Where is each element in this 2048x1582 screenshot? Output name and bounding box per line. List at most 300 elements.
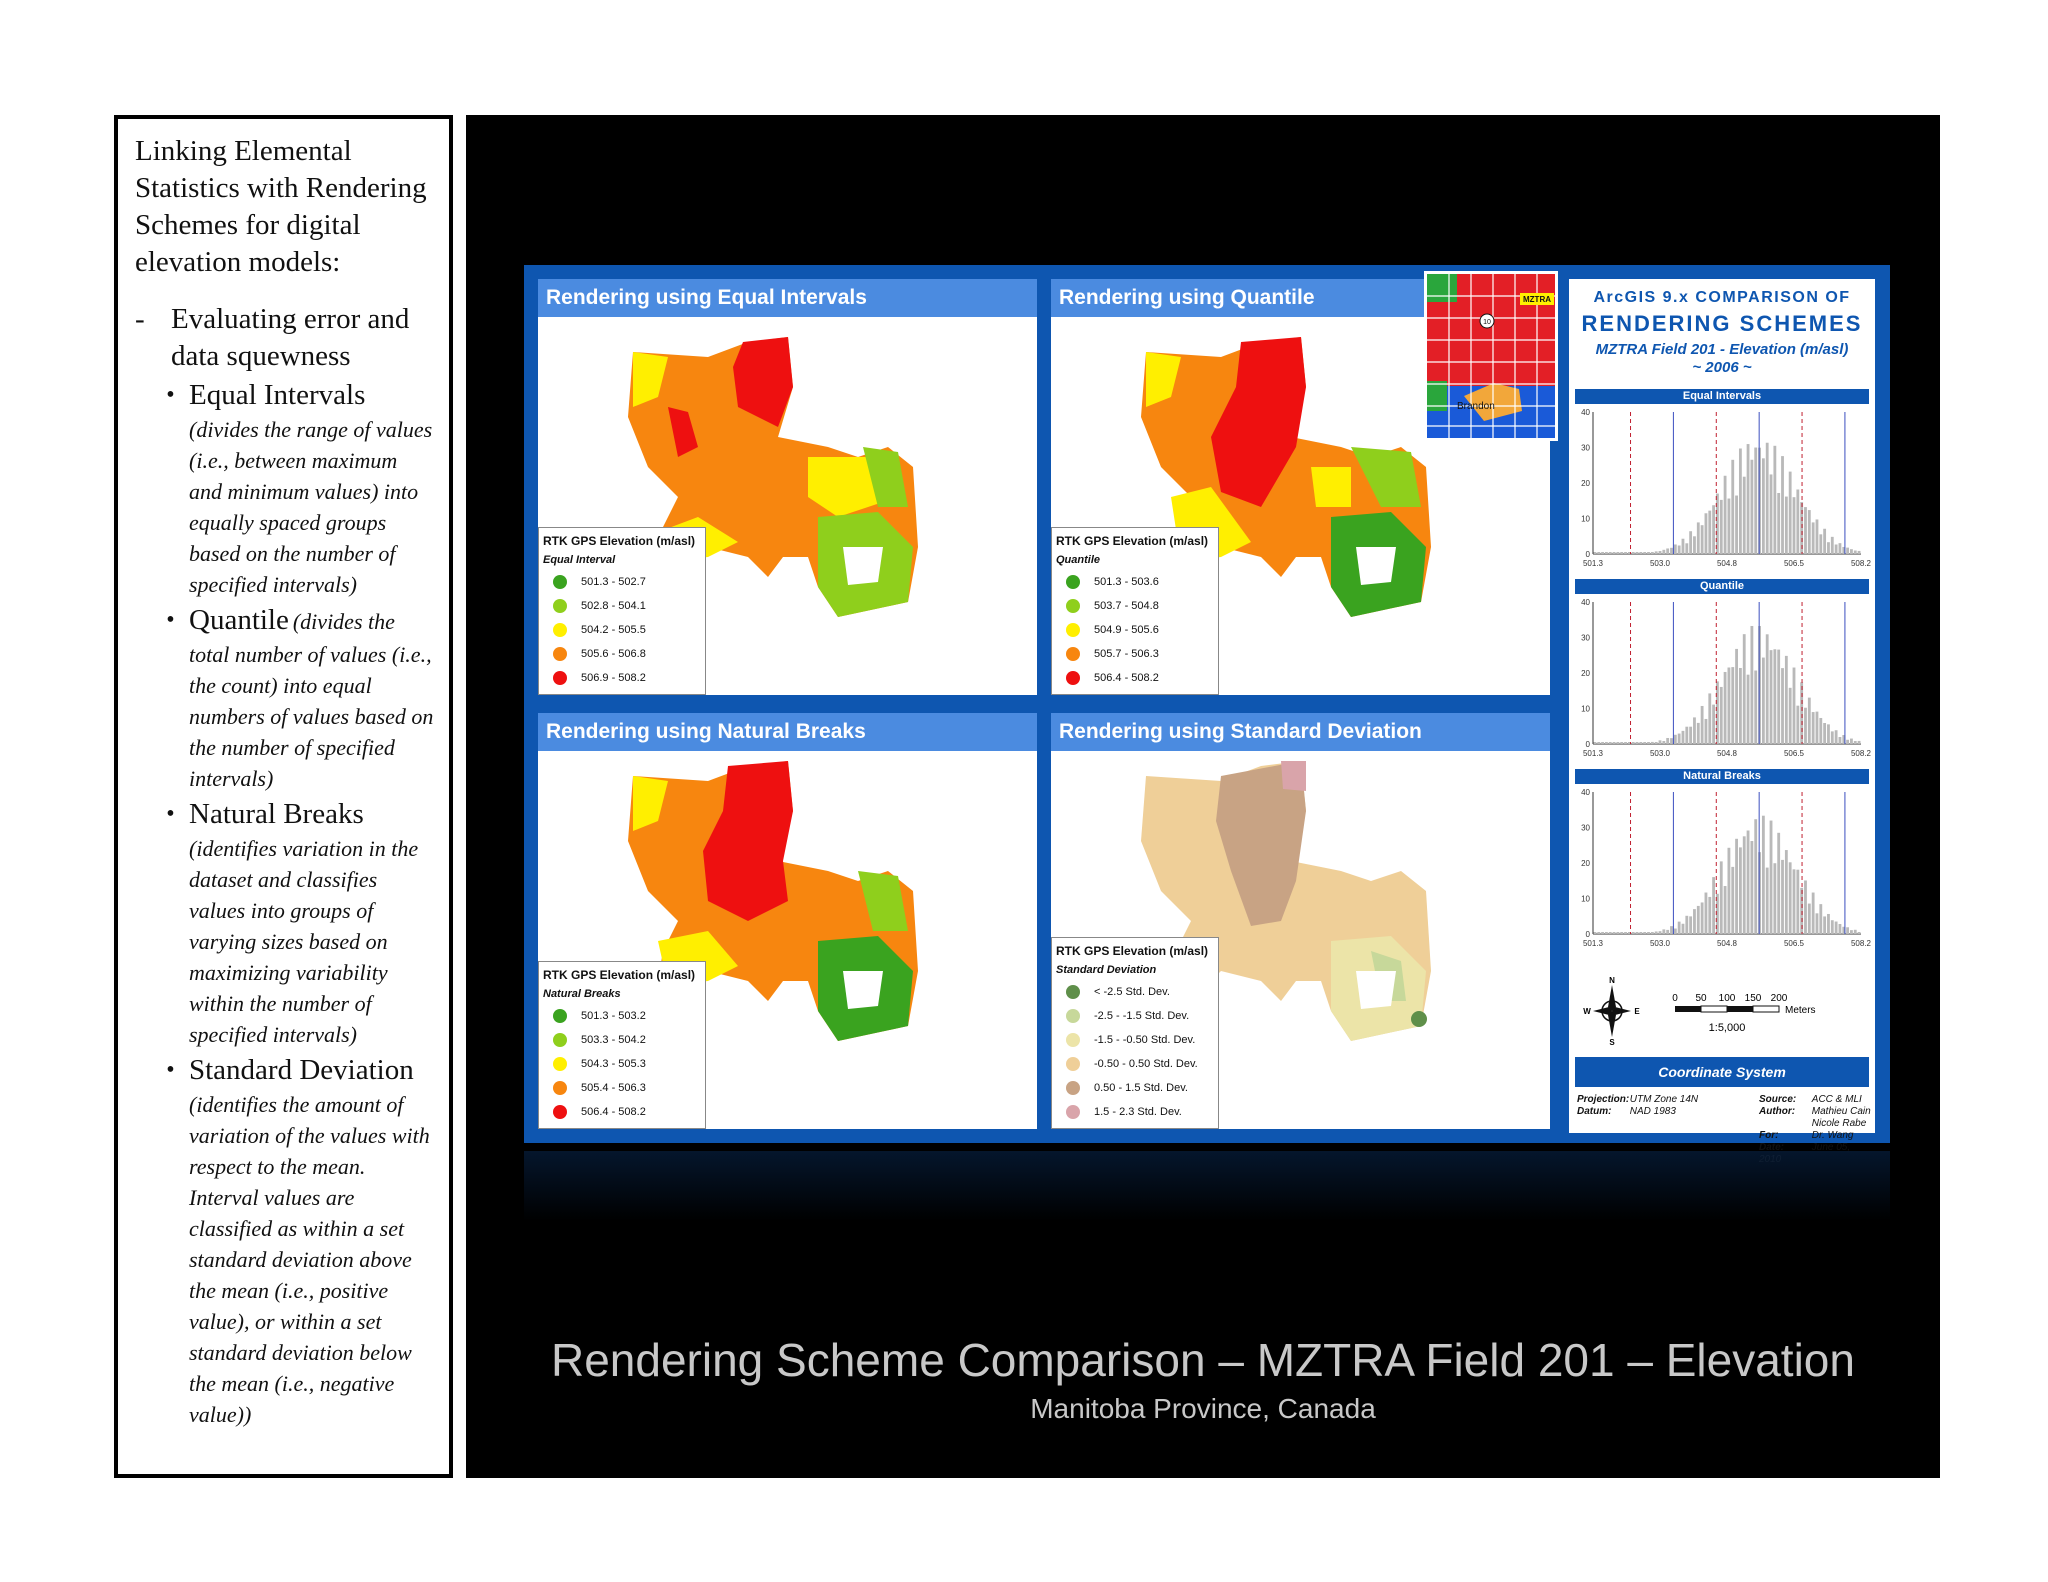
legend-swatch bbox=[1066, 599, 1080, 613]
meta-row bbox=[1759, 1118, 1875, 1130]
y-tick-label: 20 bbox=[1581, 859, 1590, 868]
legend-row bbox=[543, 1076, 695, 1100]
histogram-bar bbox=[1858, 741, 1861, 744]
histogram-bar bbox=[1605, 932, 1608, 934]
histogram-bar bbox=[1613, 932, 1616, 934]
map-legend bbox=[1051, 937, 1219, 1129]
histogram-bar bbox=[1739, 668, 1742, 744]
legend-label: < -2.5 Std. Dev. bbox=[1094, 986, 1170, 998]
slide bbox=[466, 115, 1940, 1478]
histogram-bar bbox=[1666, 738, 1669, 744]
histogram-bar bbox=[1735, 496, 1738, 554]
legend-label: 503.7 - 504.8 bbox=[1094, 600, 1159, 612]
legend-row bbox=[1056, 570, 1208, 594]
histogram-bar bbox=[1728, 668, 1731, 744]
legend-label: 506.9 - 508.2 bbox=[581, 672, 646, 684]
histogram-bar bbox=[1620, 742, 1623, 744]
x-tick-label: 506.5 bbox=[1783, 939, 1805, 948]
histogram-header: Natural Breaks bbox=[1575, 769, 1869, 784]
histogram-bar bbox=[1639, 742, 1642, 744]
histogram-bar bbox=[1789, 862, 1792, 934]
histogram-bar bbox=[1850, 930, 1853, 934]
legend-row bbox=[543, 642, 695, 666]
legend-label: 506.4 - 508.2 bbox=[581, 1106, 646, 1118]
histogram-bar bbox=[1674, 735, 1677, 744]
histogram-bar bbox=[1651, 932, 1654, 934]
histogram-bar bbox=[1705, 513, 1708, 554]
legend-row bbox=[1056, 642, 1208, 666]
histogram-bar bbox=[1693, 909, 1696, 934]
y-tick-label: 30 bbox=[1581, 633, 1590, 643]
histogram-bar bbox=[1846, 740, 1849, 744]
legend-swatch bbox=[1066, 985, 1080, 999]
legend-swatch bbox=[553, 575, 567, 589]
x-tick-label: 501.3 bbox=[1582, 559, 1604, 568]
histogram-bar bbox=[1647, 932, 1650, 934]
histogram-bar bbox=[1697, 906, 1700, 934]
histogram-bar bbox=[1670, 548, 1673, 554]
histogram-bar bbox=[1613, 742, 1616, 744]
map-header: Rendering using Natural Breaks bbox=[538, 713, 1037, 751]
meta-value: Mathieu Cain bbox=[1811, 1106, 1871, 1117]
scheme-name: Quantile bbox=[189, 604, 289, 636]
histogram-bar bbox=[1804, 880, 1807, 934]
histogram-bar bbox=[1835, 730, 1838, 744]
scale-ratio: 1:5,000 bbox=[1708, 1022, 1746, 1034]
histogram-bar bbox=[1823, 723, 1826, 744]
scale-tick: 0 bbox=[1672, 993, 1678, 1004]
histogram-bar bbox=[1647, 552, 1650, 554]
histogram-bar bbox=[1789, 688, 1792, 744]
histogram-bar bbox=[1720, 687, 1723, 744]
histogram-quantile bbox=[1575, 579, 1872, 767]
legend-row bbox=[1056, 666, 1208, 690]
histogram-bar bbox=[1662, 550, 1665, 554]
histogram-bar bbox=[1789, 472, 1792, 554]
histogram-bar bbox=[1846, 927, 1849, 934]
list-item bbox=[135, 1052, 435, 1430]
histogram-bar bbox=[1793, 497, 1796, 554]
legend-label: 504.2 - 505.5 bbox=[581, 624, 646, 636]
histogram-bar bbox=[1632, 552, 1635, 554]
legend-row bbox=[1056, 1052, 1208, 1076]
histogram-bar bbox=[1670, 926, 1673, 934]
histogram-bar bbox=[1781, 456, 1784, 554]
histogram-bar bbox=[1800, 682, 1803, 744]
histogram-bar bbox=[1655, 931, 1658, 934]
panel-title: Linking Elemental Statistics with Rendering Schemes for digital elevation models: bbox=[135, 135, 427, 278]
histogram-bar bbox=[1770, 650, 1773, 744]
legend-swatch bbox=[553, 1081, 567, 1095]
histogram-bar bbox=[1674, 544, 1677, 554]
histogram-bar bbox=[1793, 668, 1796, 744]
histogram-bar bbox=[1754, 671, 1757, 744]
map-standard-deviation bbox=[1051, 713, 1550, 1129]
scale-tick: 200 bbox=[1770, 993, 1788, 1004]
histogram-bar bbox=[1724, 672, 1727, 744]
histogram-bar bbox=[1819, 904, 1822, 934]
meta-key: For: bbox=[1759, 1130, 1779, 1141]
histogram-bar bbox=[1750, 841, 1753, 934]
histogram-bar bbox=[1747, 675, 1750, 744]
histogram-bar bbox=[1632, 742, 1635, 744]
dash-item bbox=[135, 301, 435, 375]
meta-left bbox=[1577, 1094, 1698, 1118]
histogram-bar bbox=[1705, 719, 1708, 744]
meta-row bbox=[1759, 1094, 1875, 1106]
histogram-bar bbox=[1601, 932, 1604, 934]
bullet: • bbox=[166, 607, 175, 633]
map-legend bbox=[538, 961, 706, 1129]
legend-row bbox=[543, 570, 695, 594]
y-tick-label: 40 bbox=[1581, 788, 1590, 797]
legend-row bbox=[1056, 980, 1208, 1004]
y-tick-label: 0 bbox=[1585, 740, 1590, 749]
map-legend bbox=[538, 527, 706, 695]
histogram-bar bbox=[1659, 931, 1662, 934]
scheme-desc: (divides the range of values (i.e., between maximum and minimum values) into equally spaced groups based on the number of specified intervals) bbox=[189, 417, 433, 597]
histogram-bar bbox=[1639, 552, 1642, 554]
histogram-bar bbox=[1724, 886, 1727, 934]
legend-swatch bbox=[553, 1105, 567, 1119]
x-tick-label: 506.5 bbox=[1783, 559, 1805, 568]
histogram-bar bbox=[1846, 548, 1849, 554]
histogram-bar bbox=[1773, 446, 1776, 554]
histogram-bar bbox=[1823, 529, 1826, 554]
histogram-bar bbox=[1785, 656, 1788, 744]
histogram-bar bbox=[1708, 897, 1711, 934]
bullet: • bbox=[166, 1057, 175, 1083]
histogram-bar bbox=[1632, 932, 1635, 934]
histogram-bar bbox=[1616, 552, 1619, 554]
histogram-bar bbox=[1835, 922, 1838, 934]
histogram bbox=[1575, 404, 1872, 577]
histogram-bar bbox=[1781, 860, 1784, 934]
histogram-bar bbox=[1594, 742, 1597, 744]
histogram-bar bbox=[1850, 549, 1853, 554]
compass-icon bbox=[1583, 975, 1641, 1045]
histogram-bar bbox=[1839, 543, 1842, 554]
legend-title: RTK GPS Elevation (m/asl) bbox=[543, 968, 696, 982]
x-tick-label: 501.3 bbox=[1582, 939, 1604, 948]
legend-label: 505.4 - 506.3 bbox=[581, 1082, 646, 1094]
histogram-bar bbox=[1785, 850, 1788, 934]
histogram-bar bbox=[1613, 552, 1616, 554]
legend-swatch bbox=[553, 599, 567, 613]
x-tick-label: 506.5 bbox=[1783, 749, 1805, 758]
legend-swatch bbox=[1066, 1081, 1080, 1095]
y-tick-label: 0 bbox=[1585, 550, 1590, 559]
histogram-bar bbox=[1804, 507, 1807, 554]
y-tick-label: 40 bbox=[1581, 598, 1590, 607]
histogram-bar bbox=[1685, 916, 1688, 934]
y-tick-label: 20 bbox=[1581, 669, 1590, 678]
meta-row bbox=[1759, 1106, 1875, 1118]
legend-label: -0.50 - 0.50 Std. Dev. bbox=[1094, 1058, 1198, 1070]
histogram-bar bbox=[1674, 929, 1677, 934]
histogram-bar bbox=[1670, 738, 1673, 744]
histogram-bar bbox=[1808, 904, 1811, 934]
histogram-bar bbox=[1597, 742, 1600, 744]
histogram-bar bbox=[1609, 742, 1612, 744]
scale-tick: 100 bbox=[1718, 993, 1736, 1004]
histogram-bar bbox=[1624, 742, 1627, 744]
histogram-bar bbox=[1770, 474, 1773, 554]
histogram-bar bbox=[1605, 552, 1608, 554]
histogram-bar bbox=[1712, 877, 1715, 934]
histogram-bar bbox=[1812, 712, 1815, 744]
histogram-bar bbox=[1643, 742, 1646, 744]
histogram-bar bbox=[1827, 542, 1830, 554]
legend-row bbox=[543, 1052, 695, 1076]
compass-e: E bbox=[1634, 1007, 1640, 1016]
scheme-desc: (identifies the amount of variation of the values with respect to the mean. Interval values are classified as within a set standard deviation above the mean (i.e., positive value), or within a set standard deviation below the mean (i.e., negative value)) bbox=[189, 1092, 430, 1427]
histogram-bar bbox=[1597, 932, 1600, 934]
histogram-bar bbox=[1616, 742, 1619, 744]
histogram-bar bbox=[1766, 443, 1769, 554]
histogram-bar bbox=[1720, 500, 1723, 554]
scheme-list bbox=[135, 377, 435, 1430]
histogram-bar bbox=[1831, 731, 1834, 744]
histogram-bar bbox=[1754, 448, 1757, 554]
legend-swatch bbox=[553, 1057, 567, 1071]
list-item bbox=[135, 796, 435, 1050]
histogram-bar bbox=[1594, 932, 1597, 934]
map-header: Rendering using Standard Deviation bbox=[1051, 713, 1550, 751]
legend-swatch bbox=[1066, 671, 1080, 685]
x-tick-label: 508.2 bbox=[1850, 749, 1872, 758]
histogram-bar bbox=[1636, 552, 1639, 554]
histogram-bar bbox=[1777, 833, 1780, 934]
histogram-bar bbox=[1743, 836, 1746, 934]
histogram-bar bbox=[1701, 902, 1704, 934]
histogram-bar bbox=[1643, 932, 1646, 934]
inset-city: Brandon bbox=[1457, 401, 1495, 412]
scheme-name: Equal Intervals bbox=[189, 379, 366, 411]
histogram-bar bbox=[1659, 740, 1662, 744]
legend-subtitle: Quantile bbox=[1056, 554, 1101, 566]
histogram-bar bbox=[1697, 522, 1700, 554]
legend-title: RTK GPS Elevation (m/asl) bbox=[543, 534, 696, 548]
legend-row bbox=[1056, 594, 1208, 618]
legend-label: 0.50 - 1.5 Std. Dev. bbox=[1094, 1082, 1188, 1094]
map-equal-intervals bbox=[538, 279, 1037, 695]
histogram-bar bbox=[1685, 727, 1688, 744]
legend-title: RTK GPS Elevation (m/asl) bbox=[1056, 944, 1209, 958]
legend-row bbox=[543, 1028, 695, 1052]
legend-label: 506.4 - 508.2 bbox=[1094, 672, 1159, 684]
x-tick-label: 501.3 bbox=[1582, 749, 1604, 758]
histogram-bar bbox=[1773, 649, 1776, 744]
legend-swatch bbox=[1066, 1105, 1080, 1119]
histogram-bar bbox=[1766, 868, 1769, 934]
histogram-bar bbox=[1636, 932, 1639, 934]
histogram-bar bbox=[1716, 681, 1719, 744]
histogram-bar bbox=[1689, 531, 1692, 554]
histogram-bar bbox=[1773, 863, 1776, 934]
legend-swatch bbox=[1066, 647, 1080, 661]
histogram-bar bbox=[1816, 712, 1819, 744]
histogram-bar bbox=[1796, 706, 1799, 744]
panel-title-1: ArcGIS 9.x COMPARISON OF bbox=[1593, 289, 1851, 306]
histogram-bar bbox=[1750, 626, 1753, 744]
histogram-bar bbox=[1816, 913, 1819, 934]
y-tick-label: 10 bbox=[1581, 704, 1590, 714]
legend-swatch bbox=[1066, 1033, 1080, 1047]
histogram-bar bbox=[1827, 724, 1830, 744]
y-tick-label: 0 bbox=[1585, 930, 1590, 939]
histogram-bar bbox=[1819, 534, 1822, 554]
histogram-bar bbox=[1609, 932, 1612, 934]
histogram-bar bbox=[1731, 460, 1734, 554]
histogram-header: Quantile bbox=[1575, 579, 1869, 594]
histogram-bar bbox=[1655, 551, 1658, 554]
histogram-bar bbox=[1655, 742, 1658, 744]
histogram-bar bbox=[1735, 839, 1738, 934]
histogram-bar bbox=[1735, 649, 1738, 744]
histogram-bar bbox=[1781, 668, 1784, 744]
histogram-bar bbox=[1705, 893, 1708, 934]
meta-value: UTM Zone 14N bbox=[1629, 1094, 1699, 1105]
slide-title: Rendering Scheme Comparison – MZTRA Field 201 – Elevation bbox=[551, 1334, 1855, 1386]
histogram-header: Equal Intervals bbox=[1575, 389, 1869, 404]
histogram-bar bbox=[1728, 848, 1731, 934]
histogram-bar bbox=[1678, 922, 1681, 934]
histogram-bar bbox=[1662, 741, 1665, 744]
legend-label: 501.3 - 502.7 bbox=[581, 576, 646, 588]
histogram-bar bbox=[1731, 667, 1734, 744]
legend-swatch bbox=[1066, 623, 1080, 637]
legend-row bbox=[1056, 1004, 1208, 1028]
route-shield: 10 bbox=[1483, 319, 1491, 326]
histogram-bar bbox=[1643, 552, 1646, 554]
compass-w: W bbox=[1583, 1007, 1591, 1016]
legend-label: 502.8 - 504.1 bbox=[581, 600, 646, 612]
histogram-bar bbox=[1720, 861, 1723, 934]
legend-swatch bbox=[553, 647, 567, 661]
legend-row bbox=[1056, 1100, 1208, 1124]
y-tick-label: 10 bbox=[1581, 894, 1590, 904]
dash-item-text: Evaluating error and data squewness bbox=[171, 303, 410, 372]
legend-label: 1.5 - 2.3 Std. Dev. bbox=[1094, 1106, 1182, 1118]
map-header: Rendering using Quantile bbox=[1051, 279, 1550, 317]
legend-subtitle: Equal Interval bbox=[543, 554, 616, 566]
histogram-bar bbox=[1601, 742, 1604, 744]
histogram-natural-breaks bbox=[1575, 769, 1872, 957]
scheme-desc: (identifies variation in the dataset and classifies values into groups of varying sizes based on maximizing variability within the number of specified intervals) bbox=[189, 836, 419, 1047]
inset-map bbox=[1424, 271, 1558, 441]
poster-reflection bbox=[524, 1151, 1890, 1221]
meta-key: Source: bbox=[1759, 1094, 1797, 1105]
histogram-bar bbox=[1823, 916, 1826, 934]
meta-value: ACC & MLI bbox=[1811, 1094, 1862, 1105]
histogram-bar bbox=[1839, 737, 1842, 744]
legend-row bbox=[543, 594, 695, 618]
panel-title-3: MZTRA Field 201 - Elevation (m/asl) bbox=[1595, 341, 1849, 358]
histogram-bar bbox=[1678, 734, 1681, 744]
legend-swatch bbox=[553, 623, 567, 637]
scale-bar bbox=[1669, 991, 1869, 1041]
meta-key: Author: bbox=[1759, 1106, 1796, 1117]
histogram bbox=[1575, 784, 1872, 957]
meta-value: Dr. Wang bbox=[1811, 1130, 1854, 1141]
histogram-bar bbox=[1770, 821, 1773, 934]
legend-label: 503.3 - 504.2 bbox=[581, 1034, 646, 1046]
legend-row bbox=[1056, 1076, 1208, 1100]
histogram-bar bbox=[1793, 869, 1796, 934]
legend-label: 501.3 - 503.2 bbox=[581, 1010, 646, 1022]
histogram-bar bbox=[1766, 634, 1769, 744]
histogram-bar bbox=[1701, 706, 1704, 744]
histogram-bar bbox=[1808, 510, 1811, 554]
meta-value: NAD 1983 bbox=[1629, 1106, 1676, 1117]
histogram-bar bbox=[1816, 519, 1819, 554]
histogram-bar bbox=[1812, 522, 1815, 554]
legend-title: RTK GPS Elevation (m/asl) bbox=[1056, 534, 1209, 548]
histogram-bar bbox=[1685, 543, 1688, 554]
x-tick-label: 508.2 bbox=[1850, 559, 1872, 568]
bullet: • bbox=[166, 382, 175, 408]
legend-row bbox=[543, 666, 695, 690]
legend-label: 501.3 - 503.6 bbox=[1094, 576, 1159, 588]
histogram-bar bbox=[1739, 847, 1742, 934]
meta-key: Projection: bbox=[1577, 1094, 1630, 1105]
legend-row bbox=[1056, 1028, 1208, 1052]
meta-key: Datum: bbox=[1577, 1106, 1612, 1117]
y-tick-label: 30 bbox=[1581, 823, 1590, 833]
histogram-bar bbox=[1858, 551, 1861, 554]
histogram-bar bbox=[1796, 490, 1799, 554]
x-tick-label: 503.0 bbox=[1649, 559, 1671, 568]
legend-swatch bbox=[1066, 1009, 1080, 1023]
panel-title-2: RENDERING SCHEMES bbox=[1581, 311, 1863, 336]
legend-swatch bbox=[1066, 1057, 1080, 1071]
legend-row bbox=[543, 618, 695, 642]
legend-label: -1.5 - -0.50 Std. Dev. bbox=[1094, 1034, 1196, 1046]
histogram-bar bbox=[1850, 739, 1853, 744]
histogram-bar bbox=[1659, 551, 1662, 554]
x-tick-label: 504.8 bbox=[1716, 939, 1738, 948]
histogram-bar bbox=[1601, 552, 1604, 554]
histogram-bar bbox=[1624, 552, 1627, 554]
inset-badge: MZTRA bbox=[1523, 295, 1551, 304]
legend-label: -2.5 - -1.5 Std. Dev. bbox=[1094, 1010, 1190, 1022]
x-tick-label: 508.2 bbox=[1850, 939, 1872, 948]
histogram-bar bbox=[1839, 924, 1842, 934]
statistics-panel bbox=[1569, 279, 1875, 1165]
histogram-bar bbox=[1747, 830, 1750, 934]
histogram-bar bbox=[1666, 548, 1669, 554]
histogram-bar bbox=[1827, 914, 1830, 934]
map-header: Rendering using Equal Intervals bbox=[538, 279, 1037, 317]
y-tick-label: 40 bbox=[1581, 408, 1590, 417]
legend-label: 504.3 - 505.3 bbox=[581, 1058, 646, 1070]
x-tick-label: 503.0 bbox=[1649, 939, 1671, 948]
map-legend bbox=[1051, 527, 1219, 695]
histogram-bar bbox=[1647, 742, 1650, 744]
histogram-bar bbox=[1835, 545, 1838, 554]
histogram-bar bbox=[1620, 932, 1623, 934]
scale-tick: 50 bbox=[1695, 993, 1707, 1004]
map-natural-breaks bbox=[538, 713, 1037, 1129]
scheme-name: Standard Deviation bbox=[189, 1054, 414, 1086]
legend-swatch bbox=[553, 1009, 567, 1023]
histogram-bar bbox=[1762, 816, 1765, 934]
histogram-bar bbox=[1724, 476, 1727, 554]
compass-n: N bbox=[1609, 976, 1615, 985]
legend-label: 504.9 - 505.6 bbox=[1094, 624, 1159, 636]
histogram-bar bbox=[1712, 705, 1715, 744]
